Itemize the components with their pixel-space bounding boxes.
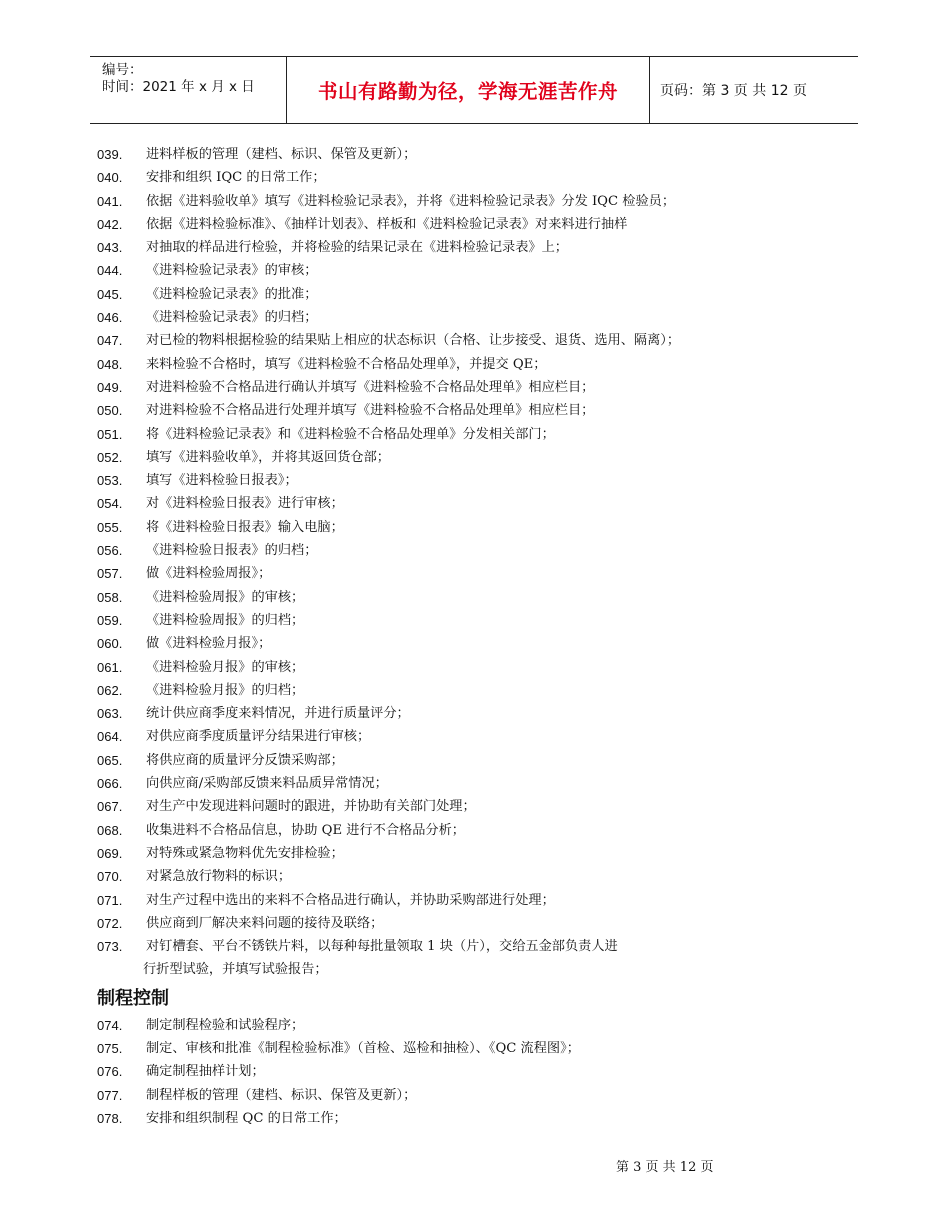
item-number: 059.	[97, 612, 123, 628]
page-footer: 第 3 页 共 12 页	[616, 1160, 714, 1175]
item-number: 058.	[97, 589, 123, 605]
item-number: 052.	[97, 449, 123, 465]
item-number: 076.	[97, 1064, 123, 1080]
item-number: 077.	[97, 1087, 123, 1103]
item-number: 063.	[97, 706, 123, 722]
list-item	[97, 539, 857, 562]
item-number: 065.	[97, 752, 123, 768]
item-text: 确定制程抽样计划；	[146, 1064, 265, 1080]
list-item	[97, 865, 857, 888]
item-number: 055.	[97, 519, 123, 535]
item-number: 061.	[97, 659, 123, 675]
list-item	[97, 306, 857, 329]
item-text: 对特殊或紧急物料优先安排检验；	[146, 845, 344, 861]
item-number: 042.	[97, 216, 123, 232]
list-item	[97, 632, 857, 655]
list-item	[97, 656, 857, 679]
item-text: 对进料检验不合格品进行处理并填写《进料检验不合格品处理单》相应栏目；	[146, 403, 595, 419]
item-number: 068.	[97, 822, 123, 838]
item-number: 043.	[97, 240, 123, 256]
item-text: 《进料检验记录表》的审核；	[146, 263, 318, 279]
list-item	[97, 492, 857, 515]
list-item	[97, 516, 857, 539]
item-number: 050.	[97, 403, 123, 419]
item-text: 安排和组织制程 QC 的日常工作；	[146, 1110, 347, 1126]
list-item	[97, 329, 857, 352]
item-text: 向供应商/采购部反馈来料品质异常情况；	[146, 776, 388, 792]
list-item	[97, 702, 857, 725]
iqc-item-list	[97, 143, 857, 958]
item-text: 安排和组织 IQC 的日常工作；	[146, 170, 326, 186]
item-number: 051.	[97, 426, 123, 442]
item-number: 041.	[97, 193, 123, 209]
list-item	[97, 819, 857, 842]
item-number: 039.	[97, 147, 123, 162]
item-text: 《进料检验周报》的归档；	[146, 612, 305, 628]
item-number: 074.	[97, 1017, 123, 1033]
list-item	[97, 1060, 857, 1083]
item-text: 将供应商的质量评分反馈采购部；	[146, 752, 344, 768]
item-text: 《进料检验记录表》的批准；	[146, 286, 318, 302]
item-number: 062.	[97, 682, 123, 698]
list-item	[97, 586, 857, 609]
item-number: 066.	[97, 776, 123, 792]
item-number: 040.	[97, 170, 123, 186]
item-number: 056.	[97, 543, 123, 559]
item-number: 046.	[97, 310, 123, 326]
header-page-info: 页码：第 3 页 共 12 页	[660, 83, 807, 99]
item-number: 045.	[97, 286, 123, 302]
item-text: 将《进料检验日报表》输入电脑；	[146, 519, 344, 535]
item-number: 047.	[97, 333, 123, 349]
item-text: 进料样板的管理（建档、标识、保管及更新）；	[146, 147, 417, 162]
item-text: 对抽取的样品进行检验，并将检验的结果记录在《进料检验记录表》上；	[146, 240, 568, 256]
item-text: 制定制程检验和试验程序；	[146, 1017, 305, 1033]
list-item	[97, 399, 857, 422]
item-text: 《进料检验日报表》的归档；	[146, 543, 318, 559]
section-title: 制程控制	[97, 987, 169, 1009]
list-item	[97, 376, 857, 399]
item-text: 做《进料检验周报》；	[146, 566, 272, 582]
item-text: 填写《进料检验日报表》；	[146, 473, 298, 489]
item-text: 对已检的物料根据检验的结果贴上相应的状态标识（合格、让步接受、退货、选用、隔离）；	[146, 333, 681, 349]
list-item	[97, 1014, 857, 1037]
item-text: 填写《进料验收单》，并将其返回货仓部；	[146, 449, 390, 465]
item-text: 供应商到厂解决来料问题的接待及联络；	[146, 915, 384, 931]
item-text: 依据《进料验收单》填写《进料检验记录表》，并将《进料检验记录表》分发 IQC 检验员；	[146, 193, 676, 209]
item-text: 对紧急放行物料的标识；	[146, 869, 292, 885]
page-header	[90, 56, 858, 124]
item-number: 071.	[97, 892, 123, 908]
item-text: 对生产中发现进料问题时的跟进，并协助有关部门处理；	[146, 799, 476, 815]
document-body	[97, 143, 857, 1130]
item-text: 依据《进料检验标准》、《抽样计划表》、样板和《进料检验记录表》对来料进行抽样	[146, 216, 628, 232]
item-text: 对供应商季度质量评分结果进行审核；	[146, 729, 371, 745]
list-item	[97, 143, 857, 166]
list-item	[97, 213, 857, 236]
list-item	[97, 609, 857, 632]
item-text: 《进料检验月报》的审核；	[146, 659, 305, 675]
item-text: 做《进料检验月报》；	[146, 636, 272, 652]
list-item	[97, 562, 857, 585]
list-item	[97, 772, 857, 795]
list-item	[97, 889, 857, 912]
item-text: 将《进料检验记录表》和《进料检验不合格品处理单》分发相关部门；	[146, 426, 555, 442]
header-time-label: 时间：2021 年 x 月 x 日	[102, 79, 255, 95]
list-item	[97, 259, 857, 282]
item-text: 《进料检验月报》的归档；	[146, 682, 305, 698]
item-number: 078.	[97, 1110, 123, 1126]
item-text: 收集进料不合格品信息，协助 QE 进行不合格品分析；	[146, 822, 465, 838]
list-item	[97, 679, 857, 702]
list-item	[97, 190, 857, 213]
list-item	[97, 795, 857, 818]
process-control-item-list	[97, 1014, 857, 1130]
list-item	[97, 236, 857, 259]
item-number: 053.	[97, 473, 123, 489]
list-item	[97, 283, 857, 306]
item-number: 048.	[97, 356, 123, 372]
item-text: 制程样板的管理（建档、标识、保管及更新）；	[146, 1087, 417, 1103]
list-item	[97, 166, 857, 189]
header-motto: 书山有路勤为径，学海无涯苦作舟	[286, 57, 650, 123]
list-item	[97, 353, 857, 376]
item-number: 067.	[97, 799, 123, 815]
item-text: 对进料检验不合格品进行确认并填写《进料检验不合格品处理单》相应栏目；	[146, 379, 595, 395]
item-number: 070.	[97, 869, 123, 885]
list-item	[97, 912, 857, 935]
list-item	[97, 1107, 857, 1130]
item-text: 《进料检验周报》的审核；	[146, 589, 305, 605]
list-item	[97, 1084, 857, 1107]
item-text: 来料检验不合格时，填写《进料检验不合格品处理单》，并提交 QE；	[146, 356, 547, 372]
item-text: 对生产过程中选出的来料不合格品进行确认，并协助采购部进行处理；	[146, 892, 555, 908]
item-text: 统计供应商季度来料情况，并进行质量评分；	[146, 706, 410, 722]
item-number: 064.	[97, 729, 123, 745]
item-text: 对钉槽套、平台不锈铁片料，以每种每批量领取 1 块（片），交给五金部负责人进	[146, 939, 618, 955]
list-item	[97, 469, 857, 492]
item-number: 073.	[97, 939, 123, 955]
item-number: 069.	[97, 845, 123, 861]
item-number: 049.	[97, 379, 123, 395]
header-meta	[90, 57, 286, 123]
item-number: 060.	[97, 636, 123, 652]
item-text: 制定、审核和批准《制程检验标准》（首检、巡检和抽检）、《QC 流程图》；	[146, 1040, 580, 1056]
list-item	[97, 1037, 857, 1060]
list-item	[97, 842, 857, 865]
list-item	[97, 423, 857, 446]
item-number: 072.	[97, 915, 123, 931]
header-number-label: 编号：	[102, 62, 143, 78]
item-number: 075.	[97, 1040, 123, 1056]
item-number: 057.	[97, 566, 123, 582]
item-text: 对《进料检验日报表》进行审核；	[146, 496, 344, 512]
item-text: 《进料检验记录表》的归档；	[146, 310, 318, 326]
item-number: 054.	[97, 496, 123, 512]
item-073-continuation: 行折型试验，并填写试验报告；	[143, 962, 328, 978]
list-item	[97, 935, 857, 958]
list-item	[97, 725, 857, 748]
list-item	[97, 749, 857, 772]
list-item	[97, 446, 857, 469]
item-number: 044.	[97, 263, 123, 279]
